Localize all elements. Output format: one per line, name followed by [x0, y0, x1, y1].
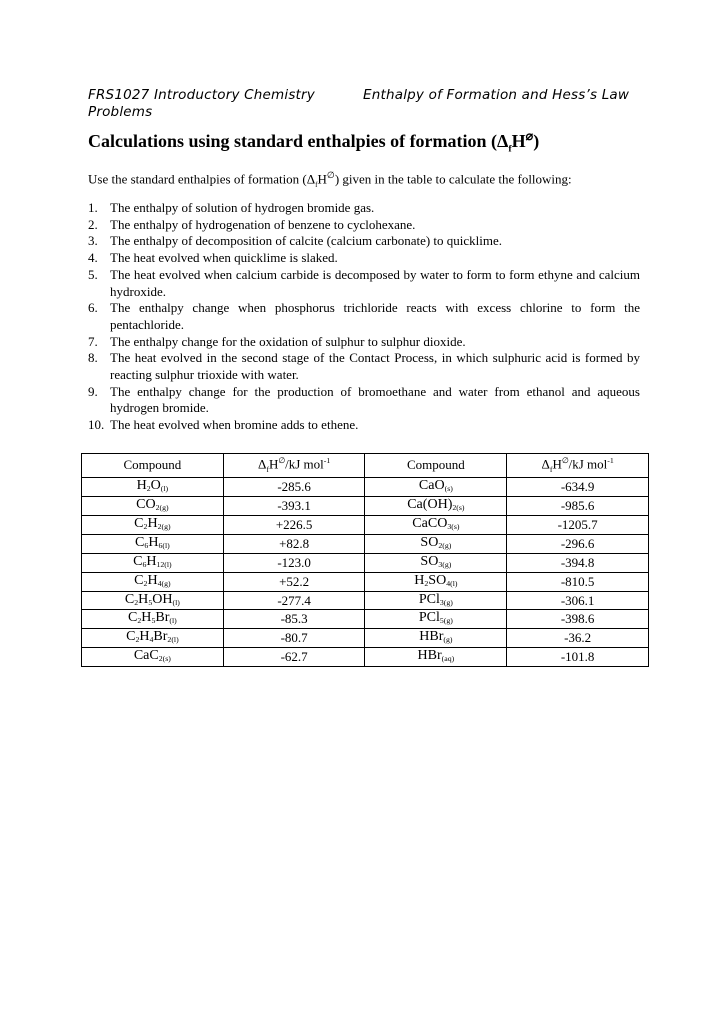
enthalpy-value: -393.1: [223, 496, 365, 515]
formula-part: H: [147, 514, 158, 531]
question-number: 1.: [88, 200, 98, 215]
compound-formula: [365, 515, 507, 534]
formula-part: HBr: [419, 628, 444, 645]
question-number: 9.: [88, 383, 98, 399]
table-row: [82, 591, 649, 610]
formula-part: CaC: [133, 647, 159, 664]
formula-subscript: 2: [135, 635, 140, 645]
compound-formula: [82, 515, 224, 534]
compound-formula: [82, 591, 224, 610]
enthalpy-table: [81, 453, 649, 667]
enthalpy-symbol: H: [511, 131, 526, 151]
formula-part: H: [141, 609, 152, 626]
instructions-delta: Δ: [306, 171, 316, 187]
enthalpy-value: -123.0: [223, 553, 365, 572]
formula-part: Br: [155, 609, 170, 626]
formula-part: C: [134, 571, 144, 588]
formula-subscript: 5: [151, 616, 156, 626]
formula-part: C: [124, 590, 135, 607]
compound-formula: [365, 629, 507, 648]
compound-formula: [82, 496, 224, 515]
header-f: f: [266, 464, 269, 474]
formation-subscript: f: [508, 143, 512, 155]
table-row: [82, 515, 649, 534]
table-row: [82, 496, 649, 515]
formula-part: H: [139, 628, 150, 645]
instructions-before: Use the standard enthalpies of formation (: [88, 171, 307, 187]
formula-part: H: [136, 476, 147, 493]
instructions-f: f: [315, 180, 318, 189]
question-number: 10.: [88, 417, 105, 433]
formula-subscript: 6(l): [158, 540, 170, 550]
question-text: The enthalpy of decomposition of calcite (calcium carbonate) to quicklime.: [110, 233, 503, 249]
table-row: [82, 610, 649, 629]
enthalpy-value: -62.7: [223, 648, 365, 667]
enthalpy-value: -634.9: [507, 477, 649, 496]
table-row: [82, 477, 649, 496]
question-number: 8.: [88, 350, 98, 366]
compound-formula: [365, 610, 507, 629]
compound-formula: [365, 591, 507, 610]
formula-subscript: 2(l): [167, 635, 179, 645]
question-number: 4.: [88, 250, 98, 266]
enthalpy-value: -398.6: [507, 610, 649, 629]
instructions-h: H: [317, 171, 327, 187]
question-number: 7.: [88, 333, 98, 349]
formula-part: PCl: [418, 590, 440, 607]
formula-part: O: [150, 476, 161, 493]
formula-subscript: 6: [144, 540, 149, 550]
instructions: [88, 170, 572, 189]
formula-part: C: [135, 533, 145, 550]
table-body: [82, 477, 649, 666]
question-text: The heat evolved when quicklime is slaked.: [110, 250, 338, 266]
section-title: [88, 128, 539, 155]
question-item: [88, 250, 640, 267]
enthalpy-value: -985.6: [507, 496, 649, 515]
formula-part: Br: [153, 628, 168, 645]
compound-formula: [365, 496, 507, 515]
question-item: [88, 233, 640, 250]
formula-subscript: 4: [149, 635, 154, 645]
enthalpy-value: -285.6: [223, 477, 365, 496]
compound-formula: [82, 648, 224, 667]
formula-subscript: 5(g): [439, 616, 453, 626]
question-text: The enthalpy change for the oxidation of sulphur to sulphur dioxide.: [110, 333, 466, 349]
header-delta: Δ: [257, 456, 267, 472]
formula-subscript: 3(g): [438, 559, 452, 569]
header-std-2: ∅: [561, 456, 569, 465]
topic-title-wrap: Problems: [88, 104, 153, 120]
formula-part: C: [128, 609, 138, 626]
header-h: H: [268, 456, 279, 472]
header-exp-2: -1: [607, 456, 614, 465]
enthalpy-value: -277.4: [223, 591, 365, 610]
formula-part: PCl: [418, 609, 440, 626]
question-number: 5.: [88, 266, 98, 282]
formula-subscript: 3(g): [439, 597, 453, 607]
header-std: ∅: [278, 456, 286, 465]
question-item: [88, 350, 640, 383]
formula-part: H: [138, 590, 149, 607]
question-text: The heat evolved in the second stage of the Contact Process, in which sulphuric acid is formed by reacting sulphur trioxide with water.: [110, 350, 640, 383]
table-row: [82, 534, 649, 553]
formula-part: CO: [136, 495, 156, 512]
formula-part: H: [414, 571, 425, 588]
formula-subscript: 12(l): [156, 559, 172, 569]
delta-symbol: Δ: [497, 131, 509, 151]
enthalpy-value: +52.2: [223, 572, 365, 591]
formula-subscript: (s): [444, 483, 453, 493]
question-item: [88, 334, 640, 351]
question-item: [88, 217, 640, 234]
topic-title: Enthalpy of Formation and Hess’s Law: [363, 87, 630, 103]
compound-formula: [365, 648, 507, 667]
formula-subscript: 2(g): [438, 540, 452, 550]
formula-subscript: 6: [142, 559, 147, 569]
instructions-after: ) given in the table to calculate the following:: [334, 171, 572, 187]
question-item: [88, 384, 640, 417]
enthalpy-header: [223, 454, 365, 478]
question-text: The enthalpy of solution of hydrogen bromide gas.: [110, 200, 375, 215]
question-text: The enthalpy of hydrogenation of benzene to cyclohexane.: [110, 216, 416, 232]
formula-part: H: [147, 571, 158, 588]
formula-subscript: 2: [137, 616, 142, 626]
question-item: [88, 267, 640, 300]
enthalpy-value: -101.8: [507, 648, 649, 667]
formula-subscript: (l): [169, 616, 177, 626]
enthalpy-header-2: [507, 454, 649, 478]
question-number: 2.: [88, 216, 98, 232]
header-h-2: H: [552, 456, 562, 472]
formula-subscript: (aq): [441, 654, 455, 664]
table-row: [82, 629, 649, 648]
formula-part: Ca(OH): [407, 495, 453, 512]
question-number: 6.: [88, 300, 98, 316]
formula-subscript: 4(g): [157, 578, 171, 588]
enthalpy-value: -810.5: [507, 572, 649, 591]
formula-part: C: [134, 514, 144, 531]
formula-part: SO: [428, 571, 447, 588]
header-unit-2: /kJ mol: [568, 456, 608, 472]
instructions-std: ∅: [326, 170, 335, 180]
formula-part: SO: [420, 533, 439, 550]
enthalpy-value: -306.1: [507, 591, 649, 610]
header-delta-2: Δ: [541, 456, 550, 472]
formula-subscript: 4(l): [446, 578, 458, 588]
header-unit: /kJ mol: [285, 456, 324, 472]
section-title-close: ): [533, 131, 540, 151]
enthalpy-value: -394.8: [507, 553, 649, 572]
compound-formula: [82, 477, 224, 496]
compound-formula: [82, 572, 224, 591]
question-text: The heat evolved when bromine adds to ethene.: [110, 417, 359, 433]
compound-formula: [82, 534, 224, 553]
question-item: [88, 200, 640, 217]
compound-header: Compound: [82, 454, 224, 478]
question-item: [88, 417, 640, 434]
formula-part: H: [146, 552, 157, 569]
course-title: FRS1027 Introductory Chemistry: [88, 87, 315, 103]
table-header-row: [82, 454, 649, 478]
formula-part: CaO: [418, 476, 445, 493]
formula-subscript: (l): [160, 483, 169, 493]
formula-subscript: 2(g): [155, 502, 169, 512]
compound-formula: [365, 477, 507, 496]
compound-formula: [365, 572, 507, 591]
formula-subscript: 3(s): [447, 521, 460, 531]
compound-formula: [365, 534, 507, 553]
standard-state-symbol: ⌀: [525, 129, 534, 143]
question-number: 3.: [88, 233, 98, 249]
formula-part: CaCO: [412, 514, 448, 531]
formula-subscript: (l): [172, 597, 180, 607]
formula-part: C: [133, 552, 143, 569]
question-text: The enthalpy change for the production of bromoethane and water from ethanol and aqueous hydrogen bromide.: [110, 383, 640, 416]
formula-subscript: 5: [148, 597, 153, 607]
formula-subscript: 2: [134, 597, 139, 607]
formula-part: C: [126, 628, 136, 645]
formula-subscript: 2: [424, 578, 429, 588]
enthalpy-value: +82.8: [223, 534, 365, 553]
compound-formula: [82, 610, 224, 629]
formula-part: HBr: [417, 647, 442, 664]
formula-subscript: 2(g): [157, 521, 171, 531]
formula-part: H: [148, 533, 159, 550]
table-row: [82, 572, 649, 591]
formula-subscript: (g): [443, 635, 453, 645]
enthalpy-value: -85.3: [223, 610, 365, 629]
formula-subscript: 2: [146, 483, 151, 493]
compound-formula: [82, 553, 224, 572]
enthalpy-value: -1205.7: [507, 515, 649, 534]
compound-formula: [365, 553, 507, 572]
enthalpy-value: -36.2: [507, 629, 649, 648]
enthalpy-value: -296.6: [507, 534, 649, 553]
formula-subscript: 2(s): [452, 502, 465, 512]
question-text: The enthalpy change when phosphorus trichloride reacts with excess chlorine to form the pentachloride.: [110, 300, 640, 332]
table-row: [82, 648, 649, 667]
enthalpy-value: +226.5: [223, 515, 365, 534]
enthalpy-value: -80.7: [223, 629, 365, 648]
question-text: The heat evolved when calcium carbide is decomposed by water to form to form ethyne and calcium hydroxide.: [110, 266, 640, 299]
formula-part: SO: [420, 552, 439, 569]
header-exp: -1: [323, 456, 331, 465]
formula-subscript: 2: [143, 578, 148, 588]
section-title-text: Calculations using standard enthalpies of formation (: [88, 131, 498, 151]
compound-header-2: Compound: [365, 454, 507, 478]
question-list: [88, 200, 640, 434]
compound-formula: [82, 629, 224, 648]
table-row: [82, 553, 649, 572]
question-item: [88, 300, 640, 333]
formula-subscript: 2: [143, 521, 148, 531]
formula-subscript: 2(s): [158, 654, 171, 664]
header-f-2: f: [549, 464, 553, 474]
formula-part: OH: [152, 590, 173, 607]
